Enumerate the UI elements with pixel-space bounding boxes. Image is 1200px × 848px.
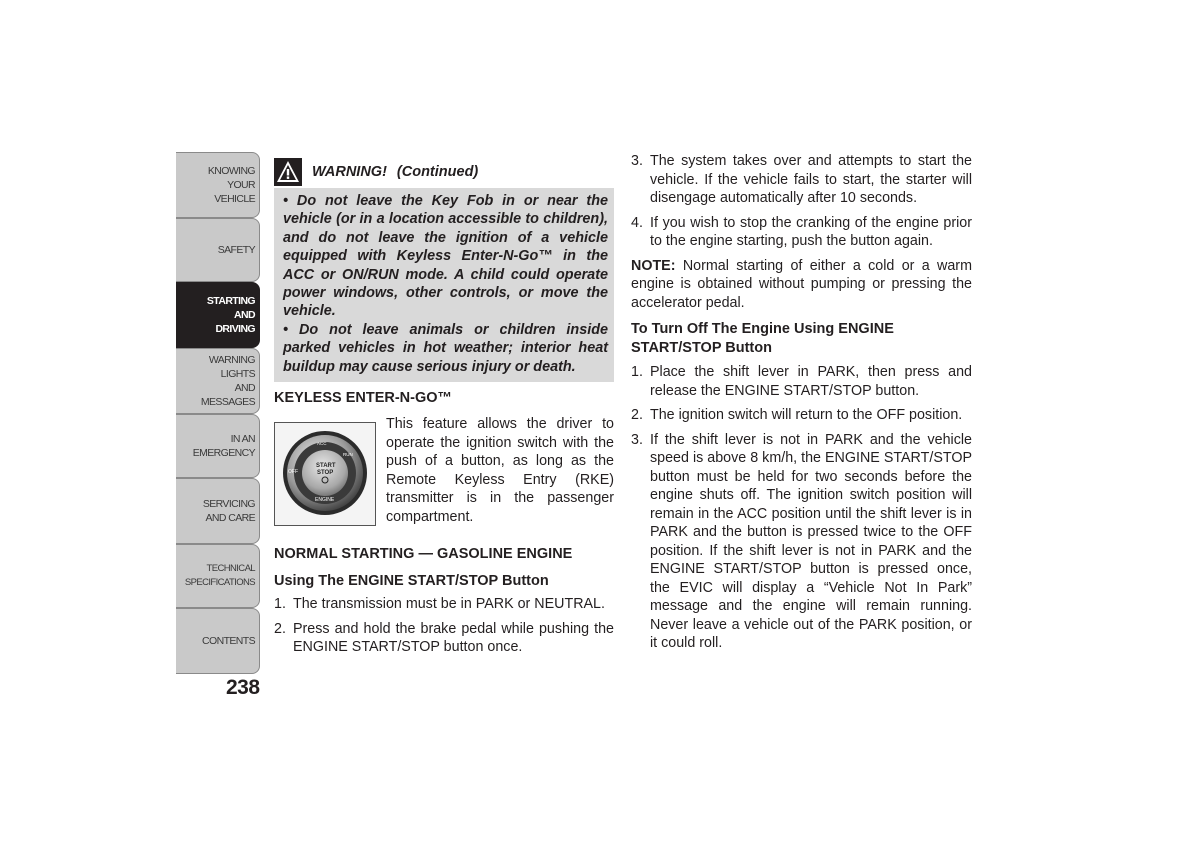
warning-continued: (Continued) [396,163,479,180]
starting-steps-list [274,595,614,657]
list-item [631,214,972,251]
using-start-stop-subheading: Using The ENGINE START/STOP Button [274,573,549,590]
step-text: The ignition switch will return to the OFF position. [650,407,963,423]
warning-triangle-icon [274,158,302,186]
start-stop-button-photo [274,422,376,526]
photo-label-engine: ENGINE [315,497,335,504]
warning-title: WARNING! [312,163,387,180]
tab-starting-and-driving[interactable] [176,282,260,348]
tab-servicing-and-care[interactable] [176,478,260,544]
right-column [631,152,972,659]
list-item [274,595,614,614]
start-stop-button-illustration [275,423,375,525]
step-text: Press and hold the brake pedal while pushing the ENGINE START/STOP button once. [293,620,614,656]
keyless-description: This feature allows the driver to operate the ignition switch with the push of a button, as long as the Remote Keyless Entry (RKE) transmitter is in the passenger compartment. [386,416,614,525]
step-number: 3. [631,431,643,448]
page-number: 238 [226,676,260,699]
tab-label: SAFETY [217,244,255,256]
step-text: Place the shift lever in PARK, then press and release the ENGINE START/STOP button. [650,364,972,399]
list-item [631,152,972,208]
note-label: NOTE: [631,257,676,274]
warning-bullet: • Do not leave the Key Fob in or near the vehicle (or in a location accessible to children), and do not leave the ignition of a vehicle equipped with Keyless Enter-N-Go™ in the ACC or ON/RUN mode. A child could operate power windows, other controls, or move the vehicle. [283,193,608,320]
step-number: 4. [631,214,643,231]
warning-box [274,188,614,382]
tab-safety[interactable] [176,218,260,282]
turn-off-heading: To Turn Off The Engine Using ENGINE START/STOP Button [631,321,894,356]
tab-label: TECHNICAL SPECIFICATIONS [184,563,255,588]
tab-contents[interactable] [176,608,260,674]
tab-label: WARNING LIGHTS AND MESSAGES [200,354,255,408]
left-column [274,156,614,663]
tab-label: STARTING AND DRIVING [206,295,255,335]
list-item [631,431,972,653]
photo-label-run: RUN [343,452,353,458]
step-number: 1. [274,596,286,613]
step-number: 1. [631,364,643,380]
step-text: If you wish to stop the cranking of the engine prior to the engine starting, push the button again. [650,214,972,249]
step-number: 3. [631,153,643,169]
tab-label: IN AN EMERGENCY [192,433,255,459]
note-paragraph [631,257,972,313]
tab-label: KNOWING YOUR VEHICLE [207,165,255,205]
normal-starting-heading: NORMAL STARTING — GASOLINE ENGINE [274,546,573,563]
tab-warning-lights[interactable] [176,348,260,414]
photo-label-start: START [316,463,336,470]
step-text: If the shift lever is not in PARK and the vehicle speed is above 8 km/h, the ENGINE START/STOP button must be held for two seconds before the engine shuts off. The ignition switch position will remain in the ACC position until the shift lever is in PARK and the button is pressed twice to the OFF position. If the shift lever is not in PARK and the ENGINE START/STOP button is pressed once, the EVIC will display a “Vehicle Not In Park” message and the engine will remain running. Never leave a vehicle out of the PARK position, or it could roll. [650,431,972,651]
starting-steps-list-continued [631,152,972,251]
step-number: 2. [274,620,286,637]
step-text: The system takes over and attempts to start the vehicle. If the vehicle fails to start, the starter will disengage automatically after 10 seconds. [650,153,972,206]
tab-technical-specifications[interactable] [176,544,260,608]
tab-label: SERVICING AND CARE [202,498,255,524]
photo-label-off: OFF [288,469,298,476]
photo-label-stop: STOP [317,470,334,477]
keyless-heading: KEYLESS ENTER-N-GO™ [274,390,453,407]
photo-label-acc: ACC [317,441,327,447]
list-item [274,620,614,657]
keyless-feature [274,416,614,526]
step-text: The transmission must be in PARK or NEUTRAL. [293,596,605,613]
list-item [631,406,972,425]
tab-label: CONTENTS [202,635,255,647]
warning-bullet: • Do not leave animals or children inside parked vehicles in hot weather; interior heat buildup may cause serious injury or death. [283,321,608,375]
note-text: Normal starting of either a cold or a warm engine is obtained without pumping or pressing the accelerator pedal. [631,257,972,311]
turn-off-steps-list [631,363,972,653]
tab-knowing-your-vehicle[interactable] [176,152,260,218]
warning-header [274,156,614,188]
tab-in-an-emergency[interactable] [176,414,260,478]
list-item [631,363,972,400]
step-number: 2. [631,407,643,423]
